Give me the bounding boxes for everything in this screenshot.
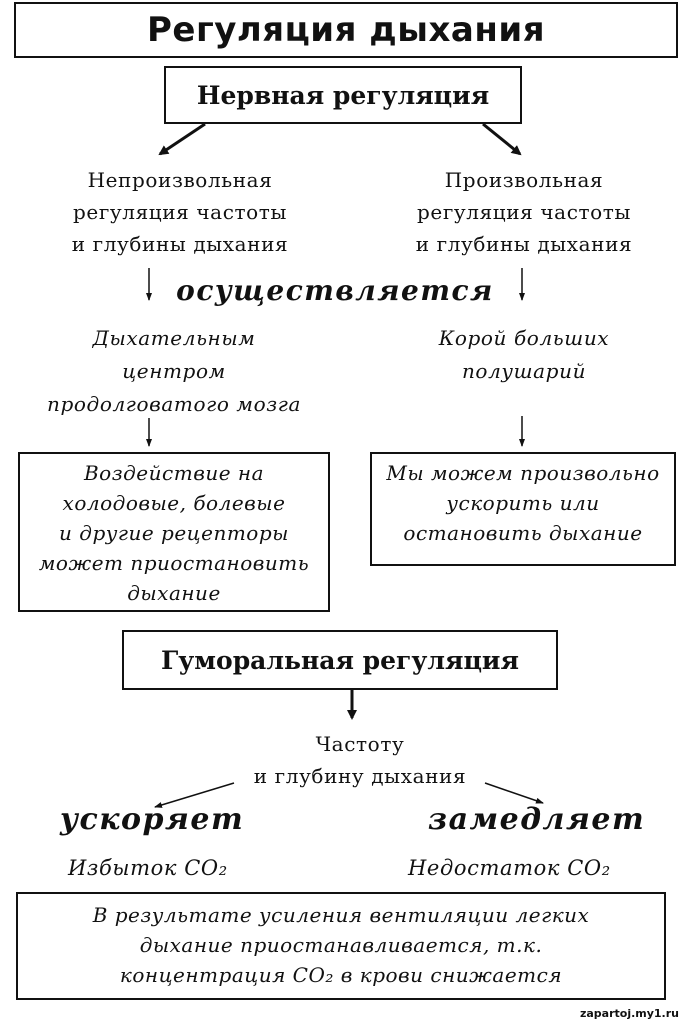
involuntary-center-text	[14, 322, 334, 421]
involuntary-effect-line-2: холодовые, болевые	[62, 491, 286, 515]
voluntary-center-line-1: Корой больших	[438, 326, 610, 350]
watermark: zapartoj.my1.ru	[579, 1007, 679, 1020]
involuntary-regulation-text	[20, 164, 340, 260]
nervous-regulation-heading: Нервная регуляция	[196, 80, 490, 110]
involuntary-center-line-2: центром	[122, 359, 226, 383]
voluntary-effect-line-1: Мы можем произвольно	[386, 461, 660, 485]
involuntary-line-1: Непроизвольная	[87, 168, 273, 192]
voluntary-center-text	[372, 322, 676, 388]
accelerates-label: ускоряет	[60, 802, 245, 837]
voluntary-effect-box	[370, 452, 676, 566]
voluntary-effect-line-2: ускорить или	[446, 491, 600, 515]
involuntary-effect-box	[18, 452, 330, 612]
involuntary-effect-line-3: и другие рецепторы	[59, 521, 289, 545]
humoral-regulation-heading: Гуморальная регуляция	[161, 645, 519, 675]
result-line-1: В результате усиления вентиляции легких	[92, 903, 590, 927]
involuntary-center-line-3: продолговатого мозга	[47, 392, 301, 416]
humoral-subject-line-1: Частоту	[315, 732, 405, 756]
result-line-2: дыхание приостанавливается, т.к.	[139, 933, 543, 957]
co2-excess-text: Избыток CO₂	[68, 856, 228, 880]
performed-by-label: осуществляется	[176, 274, 494, 307]
result-line-3: концентрация CO₂ в крови снижается	[119, 963, 563, 987]
result-box	[16, 892, 666, 1000]
voluntary-line-1: Произвольная	[444, 168, 604, 192]
arrow-to-voluntary	[483, 124, 520, 154]
involuntary-line-3: и глубины дыхания	[71, 232, 289, 256]
arrow-to-involuntary	[160, 124, 205, 154]
co2-deficit-text: Недостаток CO₂	[408, 856, 611, 880]
diagram-title-text: Регуляция дыхания	[146, 10, 546, 50]
slows-label: замедляет	[428, 802, 646, 837]
voluntary-line-3: и глубины дыхания	[415, 232, 633, 256]
involuntary-center-line-1: Дыхательным	[92, 326, 256, 350]
voluntary-center-line-2: полушарий	[461, 359, 587, 383]
humoral-subject-line-2: и глубину дыхания	[253, 764, 467, 788]
involuntary-effect-line-5: дыхание	[127, 581, 221, 605]
involuntary-effect-line-1: Воздействие на	[83, 461, 265, 485]
voluntary-line-2: регуляция частоты	[416, 200, 631, 224]
humoral-subject-text	[200, 728, 520, 792]
involuntary-effect-line-4: может приостановить	[38, 551, 310, 575]
voluntary-effect-line-3: остановить дыхание	[403, 521, 643, 545]
involuntary-line-2: регуляция частоты	[72, 200, 287, 224]
humoral-regulation-box	[122, 630, 558, 690]
voluntary-regulation-text	[372, 164, 676, 260]
